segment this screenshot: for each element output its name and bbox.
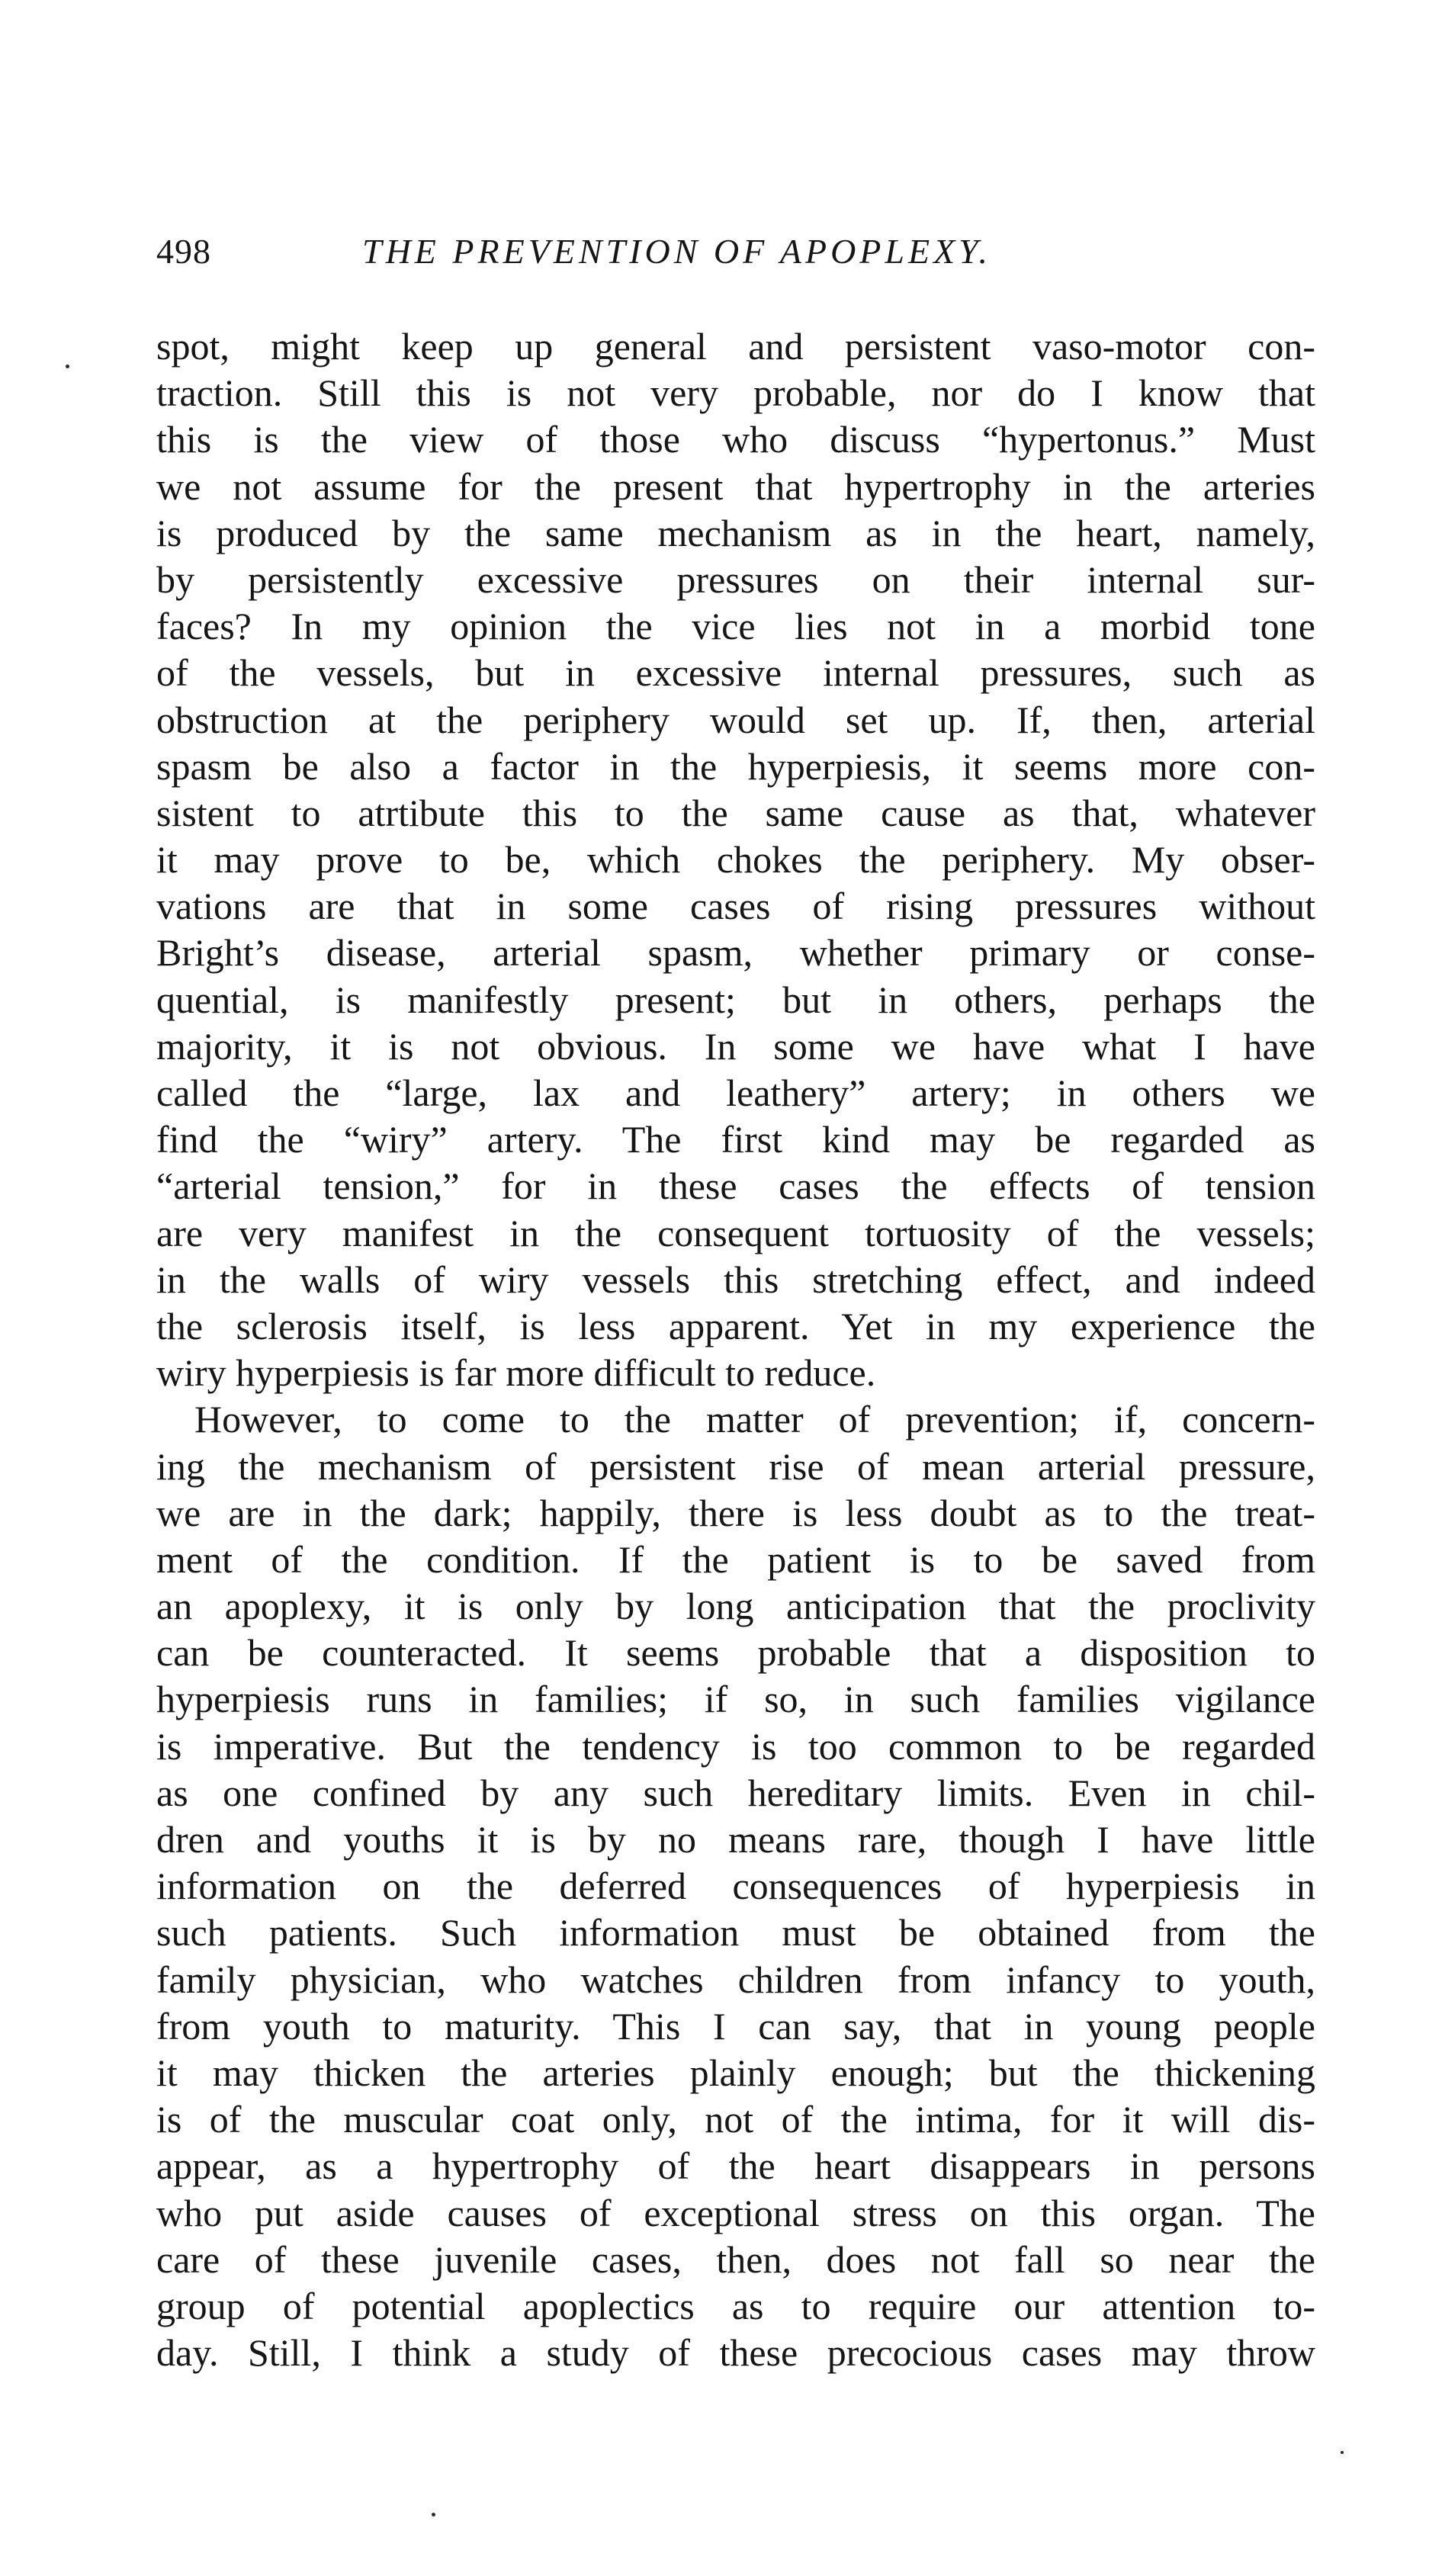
text-line: it may prove to be, which chokes the periphery. My obser- [156, 838, 1315, 882]
text-line: obstruction at the periphery would set up. If, then, arterial [156, 698, 1315, 741]
text-line: appear, as a hypertrophy of the heart disappears in persons [156, 2144, 1315, 2188]
text-line: this is the view of those who discuss “hypertonus.” Must [156, 418, 1315, 461]
text-line: wiry hyperpiesis is far more difficult to reduce. [156, 1351, 876, 1395]
text-line: “arterial tension,” for in these cases the effects of tension [156, 1164, 1315, 1208]
text-line: dren and youths it is by no means rare, though I have little [156, 1818, 1315, 1861]
text-line: faces? In my opinion the vice lies not in a morbid tone [156, 605, 1315, 648]
text-line: is imperative. But the tendency is too common to be regarded [156, 1724, 1315, 1768]
text-line: is of the muscular coat only, not of the intima, for it will dis- [156, 2098, 1315, 2141]
text-line: vations are that in some cases of rising pressures without [156, 885, 1315, 928]
text-line: is produced by the same mechanism as in the heart, namely, [156, 511, 1315, 554]
speck-mark [432, 2513, 435, 2517]
text-line: family physician, who watches children from infancy to youth, [156, 1958, 1315, 2001]
text-line: sistent to atrtibute this to the same cause as that, whatever [156, 791, 1315, 834]
running-title: THE PREVENTION OF APOPLEXY. [362, 232, 992, 271]
text-line: majority, it is not obvious. In some we have what I have [156, 1024, 1315, 1068]
text-line: hyperpiesis runs in families; if so, in such families vigilance [156, 1678, 1315, 1721]
text-line: we are in the dark; happily, there is less doubt as to the treat- [156, 1491, 1315, 1534]
text-line: from youth to maturity. This I can say, that in young people [156, 2004, 1315, 2048]
text-line: day. Still, I think a study of these precocious cases may throw [156, 2331, 1315, 2375]
speck-mark [66, 365, 69, 368]
page-number: 498 [156, 232, 211, 271]
text-line: find the “wiry” artery. The first kind may be regarded as [156, 1118, 1315, 1161]
text-line: an apoplexy, it is only by long anticipation that the proclivity [156, 1585, 1315, 1628]
text-line: care of these juvenile cases, then, does not fall so near the [156, 2237, 1315, 2281]
text-line: by persistently excessive pressures on their internal sur- [156, 557, 1315, 601]
text-line: are very manifest in the consequent tortuosity of the vessels; [156, 1211, 1315, 1254]
text-line: the sclerosis itself, is less apparent. Yet in my experience the [156, 1304, 1315, 1347]
text-line: such patients. Such information must be obtained from the [156, 1911, 1315, 1954]
text-line: can be counteracted. It seems probable that a disposition to [156, 1631, 1315, 1675]
text-line: spasm be also a factor in the hyperpiesis, it seems more con- [156, 744, 1315, 788]
text-line: ing the mechanism of persistent rise of mean arterial pressure, [156, 1444, 1315, 1488]
text-line: traction. Still this is not very probable, nor do I know that [156, 371, 1315, 415]
text-line: called the “large, lax and leathery” artery; in others we [156, 1071, 1315, 1114]
text-line: in the walls of wiry vessels this stretching effect, and indeed [156, 1257, 1315, 1301]
page-header [156, 231, 1315, 277]
text-line: information on the deferred consequences of hyperpiesis in [156, 1865, 1315, 1908]
speck-mark [1341, 2451, 1344, 2454]
text-line: quential, is manifestly present; but in others, perhaps the [156, 978, 1315, 1021]
text-line: we not assume for the present that hypertrophy in the arteries [156, 464, 1315, 508]
text-line: Bright’s disease, arterial spasm, whether primary or conse- [156, 931, 1315, 975]
text-line: as one confined by any such hereditary limits. Even in chil- [156, 1771, 1315, 1814]
text-line: group of potential apoplectics as to require our attention to- [156, 2284, 1315, 2327]
text-line: who put aside causes of exceptional stress on this organ. The [156, 2191, 1315, 2234]
text-line: of the vessels, but in excessive internal pressures, such as [156, 651, 1315, 695]
text-line: spot, might keep up general and persistent vaso-motor con- [156, 325, 1315, 368]
text-line: However, to come to the matter of prevention; if, concern- [194, 1398, 1315, 1441]
text-line: ment of the condition. If the patient is to be saved from [156, 1537, 1315, 1581]
body-text [156, 323, 1315, 2376]
text-line: it may thicken the arteries plainly enough; but the thickening [156, 2051, 1315, 2094]
